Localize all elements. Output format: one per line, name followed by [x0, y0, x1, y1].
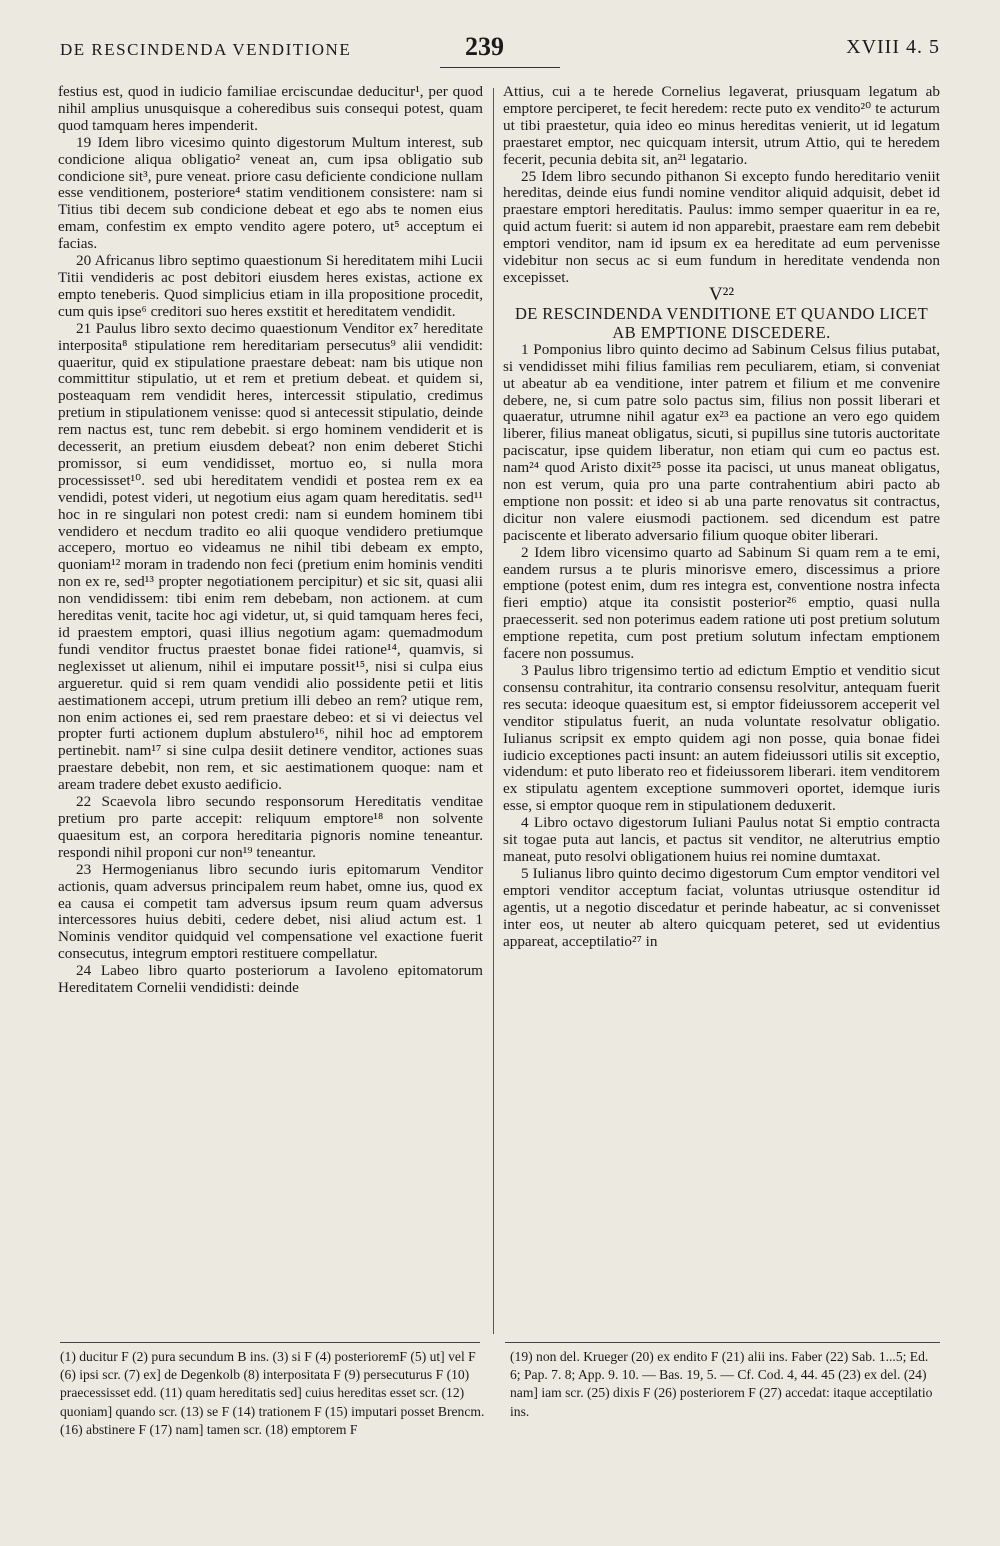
right-paragraph: 1 Pomponius libro quinto decimo ad Sabinum Celsus filius putabat, si vendidisset mihi filius familias rem peculiarem, etiam, si conveniat ut abeatur ab ea venditione, inter patrem et filium et me convenire debere, ne, si cum patre solo pactus sim, filius non possit liberari et quaeratur, utrumne nihil agatur ex²³ ea pactione an vero ego quidem liberer, filius maneat obligatus, sicuti, si pupillus sine tutoris auctoritate paciscatur, ipse quidem liberatur, non etiam qui cum eo pactus est. nam²⁴ quod Aristo dixit²⁵ posse ita pacisci, ut unus maneat obligatus, non est verum, quia pro una parte contrahentium abiri pacto ab emptione non possit: et ideo si ab una parte renovatus sit contractus, dicitur non valere eiusmodi pactionem. sed dicendum est patre paciscente et liberato adversario filium quoque obiter liberari. — [503, 340, 940, 544]
footnote-rule — [505, 1342, 940, 1343]
running-head — [60, 32, 940, 68]
left-paragraph: 24 Labeo libro quarto posteriorum a Iavoleno epitomatorum Hereditatem Cornelii vendidisti: deinde — [58, 962, 483, 997]
footnote-rule — [60, 1342, 480, 1343]
right-paragraph: 3 Paulus libro trigensimo tertio ad edictum Emptio et venditio sicut consensu contrahitur, ita contrario consensu resolvitur, antequam fuerit res secuta: ideoque quaesitum est, si emptor fideiussorem acceperit vel venditor stipulatus fuerit, an nuda voluntate resolvatur obligatio. Iulianus scripsit ex empto quidem agi non posse, quia bonae fidei iudicio exceptiones pacti insunt: an autem fideiussori utilis sit exceptio, videndum: et puto liberato reo et fideiussorem liberari. item venditorem ex stipulatu agentem exceptione summoveri oportet, idemque iuris esse, si emptor quoque rem in stipulationem deduxerit. — [503, 662, 940, 815]
left-paragraph: 19 Idem libro vicesimo quinto digestorum Multum interest, sub condicione aliqua obligatio² veneat an, cum ipsa obligatio sub condicione sit³, pure veneat. priore casu deficiente condicione nullam esse venditionem, posteriore⁴ statim venditionem consistere: nam si Titius tibi decem sub condicione debeat et ego abs te nomen eius emam, confestim ex empto vendito agere potero, ut⁵ acceptum ei facias. — [58, 133, 483, 253]
section-title: DE RESCINDENDA VENDITIONE ET QUANDO LICET AB EMPTIONE DISCEDERE. — [514, 303, 929, 342]
book-section-reference: XVIII 4. 5 — [846, 36, 940, 58]
right-column — [503, 84, 940, 1339]
right-paragraph: Attius, cui a te herede Cornelius legaverat, priusquam legatum ab emptore perciperet, te fecit heredem: recte puto ex vendito²⁰ te acturum ut tibi praestetur, quia ideo eo minus hereditas venierit, ut id legatum praestaret emptor, nec quicquam intersit, utrum Attio, qui te heredem fecerit, pecunia debita sit, an²¹ legatario. — [503, 84, 940, 168]
left-paragraph: 20 Africanus libro septimo quaestionum Si hereditatem mihi Lucii Titii vendideris ac post debitori eiusdem heres existas, actione ex empto teneberis. Quod simplicius etiam in illa propositione procedit, cum quis ipse⁶ creditori suo heres exstitit et hereditatem vendidit. — [58, 252, 483, 320]
left-paragraph: festius est, quod in iudicio familiae erciscundae deducitur¹, per quod nihil amplius unusquisque a coheredibus suis consequi potest, quam quod tamquam heres impenderit. — [58, 84, 483, 134]
left-paragraph: 23 Hermogenianus libro secundo iuris epitomarum Venditor actionis, quam adversus principalem reum habet, omne ius, quod ex ea causa ei competit tam adversus ipsum reum quam adversus intercessores huius debiti, cedere debet, nisi aliud actum est. 1 Nominis venditor quidquid vel compensatione vel exactione fuerit consecutus, integrum emptori restituere compellatur. — [58, 860, 483, 963]
left-paragraph: 21 Paulus libro sexto decimo quaestionum Venditor ex⁷ hereditate interposita⁸ stipulatione rem hereditariam persecutus⁹ alii vendidit: quaeritur, quid ex stipulatione praestare debeat: nam bis utique non committitur stipulatio, ut et rem et pretium debeat. et quidem si, posteaquam rem vendidit heres, intercessit stipulatio, credimus pretium in stipulationem venisse: quod si antecessit stipulatio, deinde rem nactus est, tunc rem debebit. si ergo hominem vendiderit et is decesserit, an pretium eiusdem debeat? non enim deberet Stichi promissor, si eum vendidisset, mortuo eo, si nulla mora processisset¹⁰. sed ubi hereditatem vendidi et postea rem ex ea vendidi, potest videri, ut negotium eius agam quam hereditatis. sed¹¹ hoc in re singulari non potest credi: nam si eundem hominem tibi vendidero et necdum tradito eo alii quoque vendidero pretiumque accepero, mortuo eo videamus ne nihil tibi debeam ex empto, quoniam¹² moram in tradendo non feci (pretium enim hominis venditi non ex re, sed¹³ propter negotiationem percipitur) et sic sit, quasi alii non vendidissem: tibi enim rem debebam, non actionem. at cum hereditas venit, tacite hoc agi videtur, ut, si quid tamquam heres feci, id praestem emptori, quasi illius negotium agam: quemadmodum fundi venditor fructus praestet bonae fidei ratione¹⁴, quamvis, si neglexisset ut alienum, nihil ei imputare possit¹⁵, nisi si culpa eius argueretur. quid si rem quam vendidi alio possidente petii et litis aestimationem accepi, utrum pretium illi debeo an rem? utique rem, non enim actiones ei, sed rem praestare debeo: et si vi deiectus vel propter furti actionem duplum abstulero¹⁶, nihil hoc ad emptorem pertinebit. nam¹⁷ si sine culpa desiit detinere venditor, actiones suas praestare debebit, non rem, et sic aestimationem quoque: nam et aream tradere debet exusto aedificio. — [58, 319, 483, 794]
right-paragraph: 4 Libro octavo digestorum Iuliani Paulus notat Si emptio contracta sit togae puta aut lancis, et pactus sit venditor, ne alterutrius emptio maneat, puto resolvi obligationem huius rei nomine dumtaxat. — [503, 814, 940, 865]
header-rule — [440, 67, 560, 68]
footnotes-right: (19) non del. Krueger (20) ex endito F (21) alii ins. Faber (22) Sab. 1...5; Ed. 6; Pap. 7. 8; App. 9. 10. — Bas. 19, 5. — Cf. Cod. 4, 44. 45 (23) ex del. (24) nam] iam scr. (25) dixis F (26) posteriorem F (27) accedat: itaque acceptilatio ins. — [510, 1349, 933, 1419]
left-paragraph: 22 Scaevola libro secundo responsorum Hereditatis venditae pretium pro parte accepit: reliquum emptore¹⁸ non solvente quaesitum est, an corpora hereditaria pignoris nomine teneantur. respondi nihil proponi cur non¹⁹ teneantur. — [58, 793, 483, 861]
column-divider — [493, 88, 494, 1334]
right-paragraph: 2 Idem libro vicensimo quarto ad Sabinum Si quam rem a te emi, eandem rursus a te pluris minorisve emero, discessimus a priore emptione (potest enim, dum res integra est, conventione nostra infecta fieri emptio) atque ita consistit posterior²⁶ emptio, quasi nulla praecesserit. sed non poterimus eadem ratione uti post pretium solutum emptione repetita, cum post pretium solutum infectam emptionem facere non possumus. — [503, 543, 940, 663]
page-number: 239 — [465, 32, 504, 61]
section-number: V²² — [708, 283, 735, 305]
right-paragraph: 25 Idem libro secundo pithanon Si excepto fundo hereditario veniit hereditas, deinde eius fundi nomine venditor aliquid adquisit, debet id praestare emptori hereditatis. Paulus: immo semper quaeritur in ea re, quid actum fuerit: si autem id non apparebit, praestare eam rem debebit emptori venditor, nam id ipsum ex ea hereditate ad eum pervenisse videbitur non secus ac si eum fundum in hereditate vendenda non excepisset. — [503, 167, 940, 286]
right-paragraph: 5 Iulianus libro quinto decimo digestorum Cum emptor venditori vel emptori venditor acceptum faciat, voluntas utriusque ostenditur id agentis, ut a negotio discedatur et perinde habeatur, ac si convenisset inter eos, ut neuter ab altero quicquam peteret, sed ut evidentius appareat, acceptilatio²⁷ in — [503, 864, 940, 950]
running-head-title: DE RESCINDENDA VENDITIONE — [60, 40, 352, 59]
left-column — [58, 84, 483, 1339]
footnotes-left: (1) ducitur F (2) pura secundum B ins. (3) si F (4) posterioremF (5) ut] vel F (6) ipsi scr. (7) ex] de Degenkolb (8) interpositata F (9) persecuturus F (10) praecessisset edd. (11) quam hereditatis sed] cuius hereditas esset scr. (12) quoniam] quando scr. (13) se F (14) trationem F (15) imputari posset Brencm. (16) abstinere F (17) nam] tamen scr. (18) emptorem F — [60, 1349, 485, 1437]
